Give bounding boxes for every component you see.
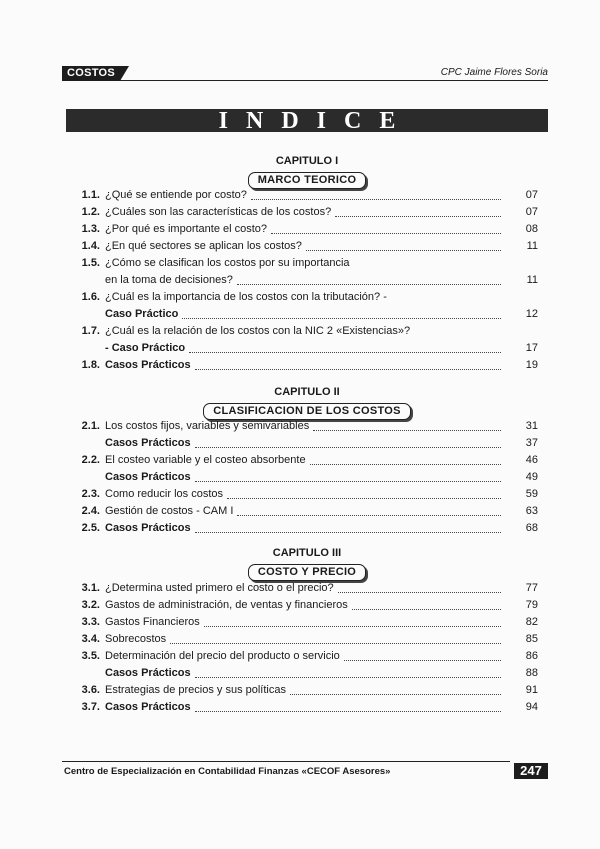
dot-leader (227, 497, 501, 499)
toc-entries (66, 187, 548, 374)
toc-entry (66, 289, 548, 323)
entry-line (105, 614, 505, 631)
header-rule (120, 80, 548, 81)
entry-number: 1.8. (81, 359, 100, 371)
entry-page: 31 (525, 420, 538, 432)
toc-entry (66, 520, 548, 537)
toc-entry (66, 631, 548, 648)
entry-number: 3.2. (81, 599, 100, 611)
entry-title: Sobrecostos (105, 633, 167, 645)
entry-line (105, 699, 505, 716)
entry-title: ¿Cuál es la importancia de los costos con la tributación? - (105, 291, 387, 303)
chapter-heading (66, 546, 548, 581)
entry-line (105, 221, 505, 238)
entry-number: 2.5. (81, 522, 100, 534)
entry-page: 11 (526, 240, 538, 252)
entry-page: 37 (525, 437, 538, 449)
toc-entry (66, 187, 548, 204)
toc-entry (66, 469, 548, 486)
entry-page: 77 (525, 582, 538, 594)
toc-entry (66, 648, 548, 665)
entry-page: 17 (525, 342, 538, 354)
entry-title: Casos Prácticos (105, 437, 191, 449)
toc-entry (66, 452, 548, 469)
entry-line (105, 255, 505, 272)
entry-number: 1.4. (81, 240, 100, 252)
entry-line (105, 452, 505, 469)
entry-title: Casos Prácticos (105, 471, 191, 483)
chapter-heading (66, 154, 548, 189)
entry-page: 49 (525, 471, 538, 483)
toc-entry (66, 580, 548, 597)
dot-leader (195, 710, 501, 712)
entry-line (105, 306, 505, 323)
entry-title: Casos Prácticos (105, 522, 191, 534)
entry-line (105, 418, 505, 435)
entry-title: ¿En qué sectores se aplican los costos? (105, 240, 302, 252)
entry-line (105, 323, 505, 340)
chapter-label: CAPITULO II (274, 386, 340, 398)
entry-title: Casos Prácticos (105, 359, 191, 371)
entry-title: ¿Qué se entiende por costo? (105, 189, 247, 201)
toc-entry (66, 699, 548, 716)
entry-title: Como reducir los costos (105, 488, 223, 500)
entry-title: ¿Cuáles son las características de los costos? (105, 206, 332, 218)
entry-page: 08 (525, 223, 538, 235)
dot-leader (182, 317, 501, 319)
entry-number: 2.2. (81, 454, 100, 466)
entry-title: Gastos de administración, de ventas y financieros (105, 599, 348, 611)
entry-line (105, 204, 505, 221)
dot-leader (313, 429, 501, 431)
entry-title: Casos Prácticos (105, 701, 191, 713)
entry-line (105, 665, 505, 682)
dot-leader (251, 198, 501, 200)
entry-title: ¿Cómo se clasifican los costos por su importancia (105, 257, 350, 269)
chapter-label: CAPITULO I (275, 155, 339, 167)
dot-leader (344, 659, 501, 661)
entry-title: en la toma de decisiones? (105, 274, 233, 286)
entry-line (105, 272, 505, 289)
dot-leader (237, 514, 501, 516)
toc-entry (66, 503, 548, 520)
toc-entry (66, 323, 548, 357)
dot-leader (352, 608, 501, 610)
page-title: INDICE (66, 109, 548, 132)
entry-line (105, 682, 505, 699)
entry-page: 68 (525, 522, 538, 534)
entry-title: Casos Prácticos (105, 667, 191, 679)
toc-entry (66, 682, 548, 699)
entry-number: 3.7. (81, 701, 100, 713)
entry-line (105, 238, 505, 255)
entry-number: 1.7. (81, 325, 100, 337)
entry-title: Estrategias de precios y sus políticas (105, 684, 286, 696)
entry-page: 94 (525, 701, 538, 713)
toc-entry (66, 597, 548, 614)
entry-page: 91 (525, 684, 538, 696)
entry-page: 07 (525, 206, 538, 218)
entry-title: - Caso Práctico (105, 342, 186, 354)
entry-page: 19 (525, 359, 538, 371)
toc-entry (66, 665, 548, 682)
chapter-title-pill: CLASIFICACION DE LOS COSTOS (203, 403, 411, 420)
entry-number: 2.3. (81, 488, 100, 500)
entry-number: 3.6. (81, 684, 100, 696)
entry-line (105, 580, 505, 597)
dot-leader (195, 676, 501, 678)
entry-page: 46 (525, 454, 538, 466)
entry-number: 1.1. (81, 189, 100, 201)
entry-number: 3.1. (81, 582, 100, 594)
toc-entry (66, 486, 548, 503)
toc-entry (66, 238, 548, 255)
entry-line (105, 520, 505, 537)
dot-leader (195, 531, 501, 533)
dot-leader (189, 351, 501, 353)
entry-page: 86 (525, 650, 538, 662)
dot-leader (335, 215, 501, 217)
toc-entry (66, 418, 548, 435)
entry-page: 79 (525, 599, 538, 611)
entry-title: Los costos fijos, variables y semivariables (105, 420, 310, 432)
dot-leader (290, 693, 501, 695)
chapter-heading (66, 385, 548, 420)
footer-rule (62, 761, 510, 762)
dot-leader (237, 283, 501, 285)
entry-line (105, 486, 505, 503)
dot-leader (338, 591, 501, 593)
entry-line (105, 469, 505, 486)
entry-number: 2.1. (81, 420, 100, 432)
footer-text: Centro de Especialización en Contabilidad Finanzas «CECOF Asesores» (64, 766, 391, 777)
entry-title: Gastos Financieros (105, 616, 200, 628)
dot-leader (306, 249, 501, 251)
entry-line (105, 187, 505, 204)
entry-title: Gestión de costos - CAM I (105, 505, 234, 517)
entry-title: Determinación del precio del producto o servicio (105, 650, 340, 662)
entry-title: ¿Por qué es importante el costo? (105, 223, 268, 235)
running-footer (62, 761, 548, 779)
toc-entry (66, 357, 548, 374)
dot-leader (271, 232, 501, 234)
entry-page: 82 (525, 616, 538, 628)
entry-title: ¿Determina usted primero el costo o el precio? (105, 582, 334, 594)
toc-entry (66, 614, 548, 631)
chapter-label: CAPITULO III (272, 547, 342, 559)
dot-leader (310, 463, 501, 465)
toc-entries (66, 580, 548, 716)
chapter-title-pill: COSTO Y PRECIO (248, 564, 366, 581)
toc-entry (66, 435, 548, 452)
dot-leader (195, 480, 501, 482)
entry-line (105, 357, 505, 374)
dot-leader (195, 368, 501, 370)
entry-number: 3.4. (81, 633, 100, 645)
section-tag: COSTOS (62, 66, 120, 81)
entry-number: 1.5. (81, 257, 100, 269)
entry-page: 63 (525, 505, 538, 517)
toc-entry (66, 221, 548, 238)
entry-page: 59 (525, 488, 538, 500)
author-name: CPC Jaime Flores Soria (440, 67, 548, 78)
entry-page: 07 (525, 189, 538, 201)
dot-leader (195, 446, 501, 448)
entry-title: El costeo variable y el costeo absorbente (105, 454, 306, 466)
entry-line (105, 289, 505, 306)
entry-number: 1.3. (81, 223, 100, 235)
entry-page: 88 (525, 667, 538, 679)
entry-page: 85 (525, 633, 538, 645)
entry-line (105, 435, 505, 452)
entry-page: 12 (525, 308, 538, 320)
entry-line (105, 631, 505, 648)
entry-number: 2.4. (81, 505, 100, 517)
entry-number: 1.6. (81, 291, 100, 303)
entry-line (105, 648, 505, 665)
dot-leader (170, 642, 501, 644)
entry-line (105, 597, 505, 614)
toc-entries (66, 418, 548, 537)
chapter-title-pill: MARCO TEORICO (248, 172, 367, 189)
toc-entry (66, 204, 548, 221)
entry-page: 11 (526, 274, 538, 286)
entry-line (105, 503, 505, 520)
entry-number: 1.2. (81, 206, 100, 218)
entry-line (105, 340, 505, 357)
page-number: 247 (514, 763, 548, 779)
dot-leader (204, 625, 501, 627)
entry-number: 3.5. (81, 650, 100, 662)
running-header (62, 66, 548, 82)
entry-title: Caso Práctico (105, 308, 179, 320)
entry-number: 3.3. (81, 616, 100, 628)
toc-entry (66, 255, 548, 289)
entry-title: ¿Cuál es la relación de los costos con la NIC 2 «Existencias»? (105, 325, 411, 337)
